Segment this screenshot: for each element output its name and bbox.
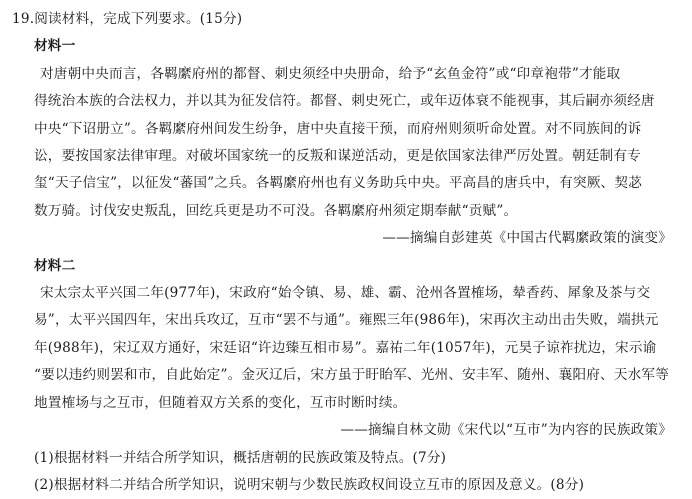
material-one-line: 得统治本族的合法权力，并以其为征发信符。都督、刺史死亡，或年迈体衰不能视事，其后嗣亦须经唐 bbox=[34, 93, 655, 110]
material-two-title: 材料二 bbox=[34, 257, 76, 274]
material-one-line: 对唐朝中央而言，各羁縻府州的都督、刺史须经中央册命，给予“玄鱼金符”或“印章袍带”才能取 bbox=[40, 65, 621, 82]
material-two-line: 宋太宗太平兴国二年(977年)，宋政府“始令镇、易、雄、霸、沧州各置榷场，辇香药、犀象及茶与交 bbox=[40, 285, 651, 302]
material-one-source: ——摘编自彭建英《中国古代羁縻政策的演变》 bbox=[382, 230, 672, 247]
material-two-source: ——摘编自林文勋《宋代以“互市”为内容的民族政策》 bbox=[340, 422, 672, 439]
material-one-title: 材料一 bbox=[34, 38, 76, 55]
question-header: 19.阅读材料，完成下列要求。(15分) bbox=[12, 11, 243, 27]
material-two-line: 易”，太平兴国四年，宋出兵攻辽，互市“罢不与通”。雍熙三年(986年)，宋再次主动出击失败，端拱元 bbox=[34, 312, 659, 329]
material-one-body bbox=[12, 61, 682, 225]
material-two-body bbox=[12, 280, 682, 417]
material-one-line: 讼，要按国家法律审理。对破坏国家统一的反叛和谋逆活动，更是依国家法律严厉处置。朝廷制有专 bbox=[34, 148, 641, 165]
material-one-line: 中央“下诏册立”。各羁縻府州间发生纷争，唐中央直接干预，而府州则须听命处置。对不同族间的诉 bbox=[34, 120, 642, 137]
subquestion-1: (1)根据材料一并结合所学知识，概括唐朝的民族政策及特点。(7分) bbox=[34, 449, 447, 466]
material-two-line: “要以违约则罢和市，自此始定”。金灭辽后，宋方虽于盱眙军、光州、安丰军、随州、襄阳府、天水军等 bbox=[34, 367, 670, 384]
material-one-line: 玺“天子信宝”，以征发“蕃国”之兵。各羁縻府州也有义务助兵中央。平高昌的唐兵中，有突厥、契苾 bbox=[34, 175, 642, 192]
material-two-line: 地置榷场与之互市，但随着双方关系的变化，互市时断时续。 bbox=[34, 394, 407, 411]
subquestion-2: (2)根据材料二并结合所学知识，说明宋朝与少数民族政权间设立互市的原因及意义。(8分) bbox=[34, 476, 585, 493]
material-two-line: 年(988年)，宋辽双方通好，宋廷诏“许边臻互相市易”。嘉祐二年(1057年)，元昊子谅祚扰边，宋示谕 bbox=[34, 339, 657, 356]
material-one-line: 数万骑。讨伐安史叛乱，回纥兵更是功不可没。各羁縻府州须定期奉献“贡赋”。 bbox=[34, 202, 518, 219]
